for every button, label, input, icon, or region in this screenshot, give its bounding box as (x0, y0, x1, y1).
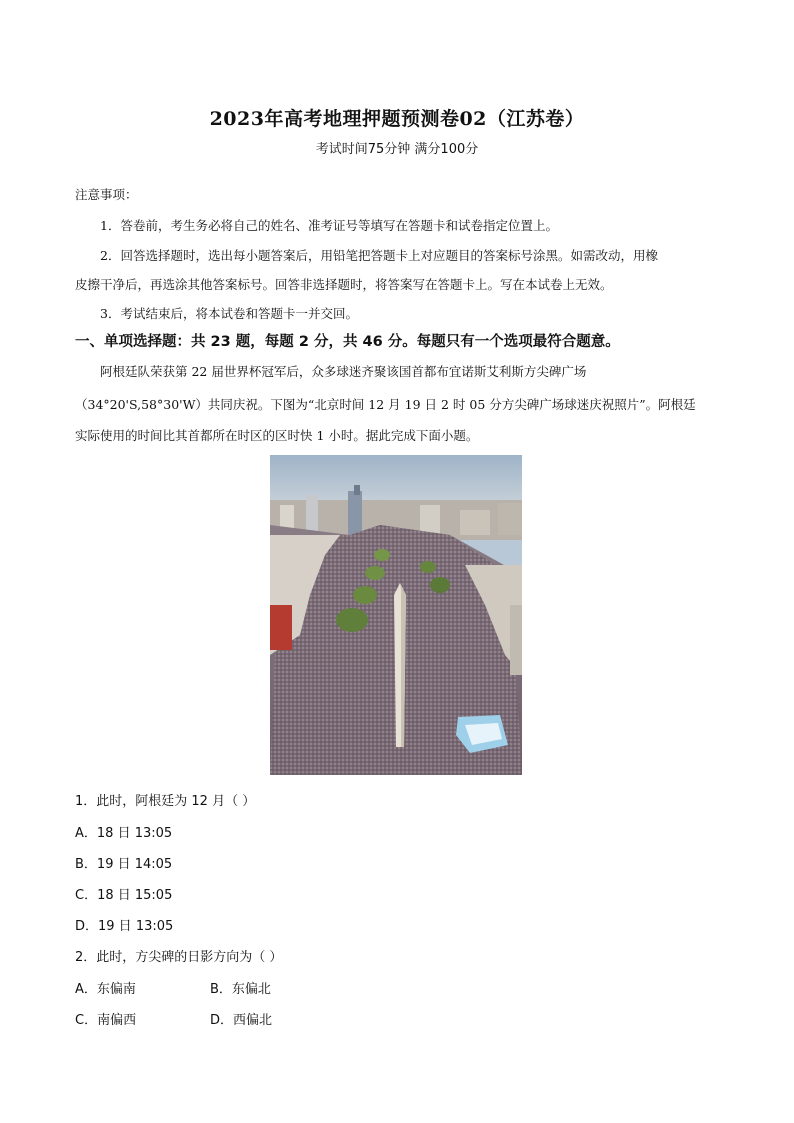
note-item-2-line-2: 皮擦干净后，再选涂其他答案标号。回答非选择题时，将答案写在答题卡上。写在本试卷上无效。 (75, 277, 613, 292)
question-2-option-b: B．东偏北 (210, 982, 271, 997)
obelisk-celebration-photo (270, 455, 522, 775)
intro-line-2: （34°20'S,58°30'W）共同庆祝。下图为“北京时间 12 月 19 日 2 时 05 分方尖碑广场球迷庆祝照片”。阿根廷 (75, 397, 696, 412)
question-1-option-c: C．18 日 15:05 (75, 888, 173, 903)
question-1-option-d: D．19 日 13:05 (75, 919, 174, 934)
intro-line-1: 阿根廷队荣获第 22 届世界杯冠军后，众多球迷齐聚该国首都布宜诺斯艾利斯方尖碑广场 (100, 364, 587, 379)
question-2-option-d: D．西偏北 (210, 1013, 273, 1028)
exam-duration-info: 考试时间75分钟 满分100分 (315, 142, 479, 157)
question-1-option-b: B．19 日 14:05 (75, 857, 173, 872)
page-title: 2023年高考地理押题预测卷02（江苏卷） (209, 108, 585, 130)
question-1-option-a: A．18 日 13:05 (75, 826, 173, 841)
question-2-option-a: A．东偏南 (75, 982, 136, 997)
section-heading: 一、单项选择题：共 23 题，每题 2 分，共 46 分。每题只有一个选项最符合题意。 (75, 334, 620, 350)
intro-line-3: 实际使用的时间比其首都所在时区的区时快 1 小时。据此完成下面小题。 (75, 428, 479, 443)
note-item-1: 1．答卷前，考生务必将自己的姓名、准考证号等填写在答题卡和试卷指定位置上。 (100, 218, 558, 233)
note-item-3: 3．考试结束后，将本试卷和答题卡一并交回。 (100, 306, 358, 321)
question-2-stem: 2．此时，方尖碑的日影方向为（ ） (75, 950, 283, 965)
question-2-option-c: C．南偏西 (75, 1013, 137, 1028)
notes-heading: 注意事项： (75, 187, 138, 202)
note-item-2-line-1: 2．回答选择题时，选出每小题答案后，用铅笔把答题卡上对应题目的答案标号涂黑。如需改动，用橡 (100, 248, 658, 263)
question-1-stem: 1．此时，阿根廷为 12 月（ ） (75, 794, 256, 809)
